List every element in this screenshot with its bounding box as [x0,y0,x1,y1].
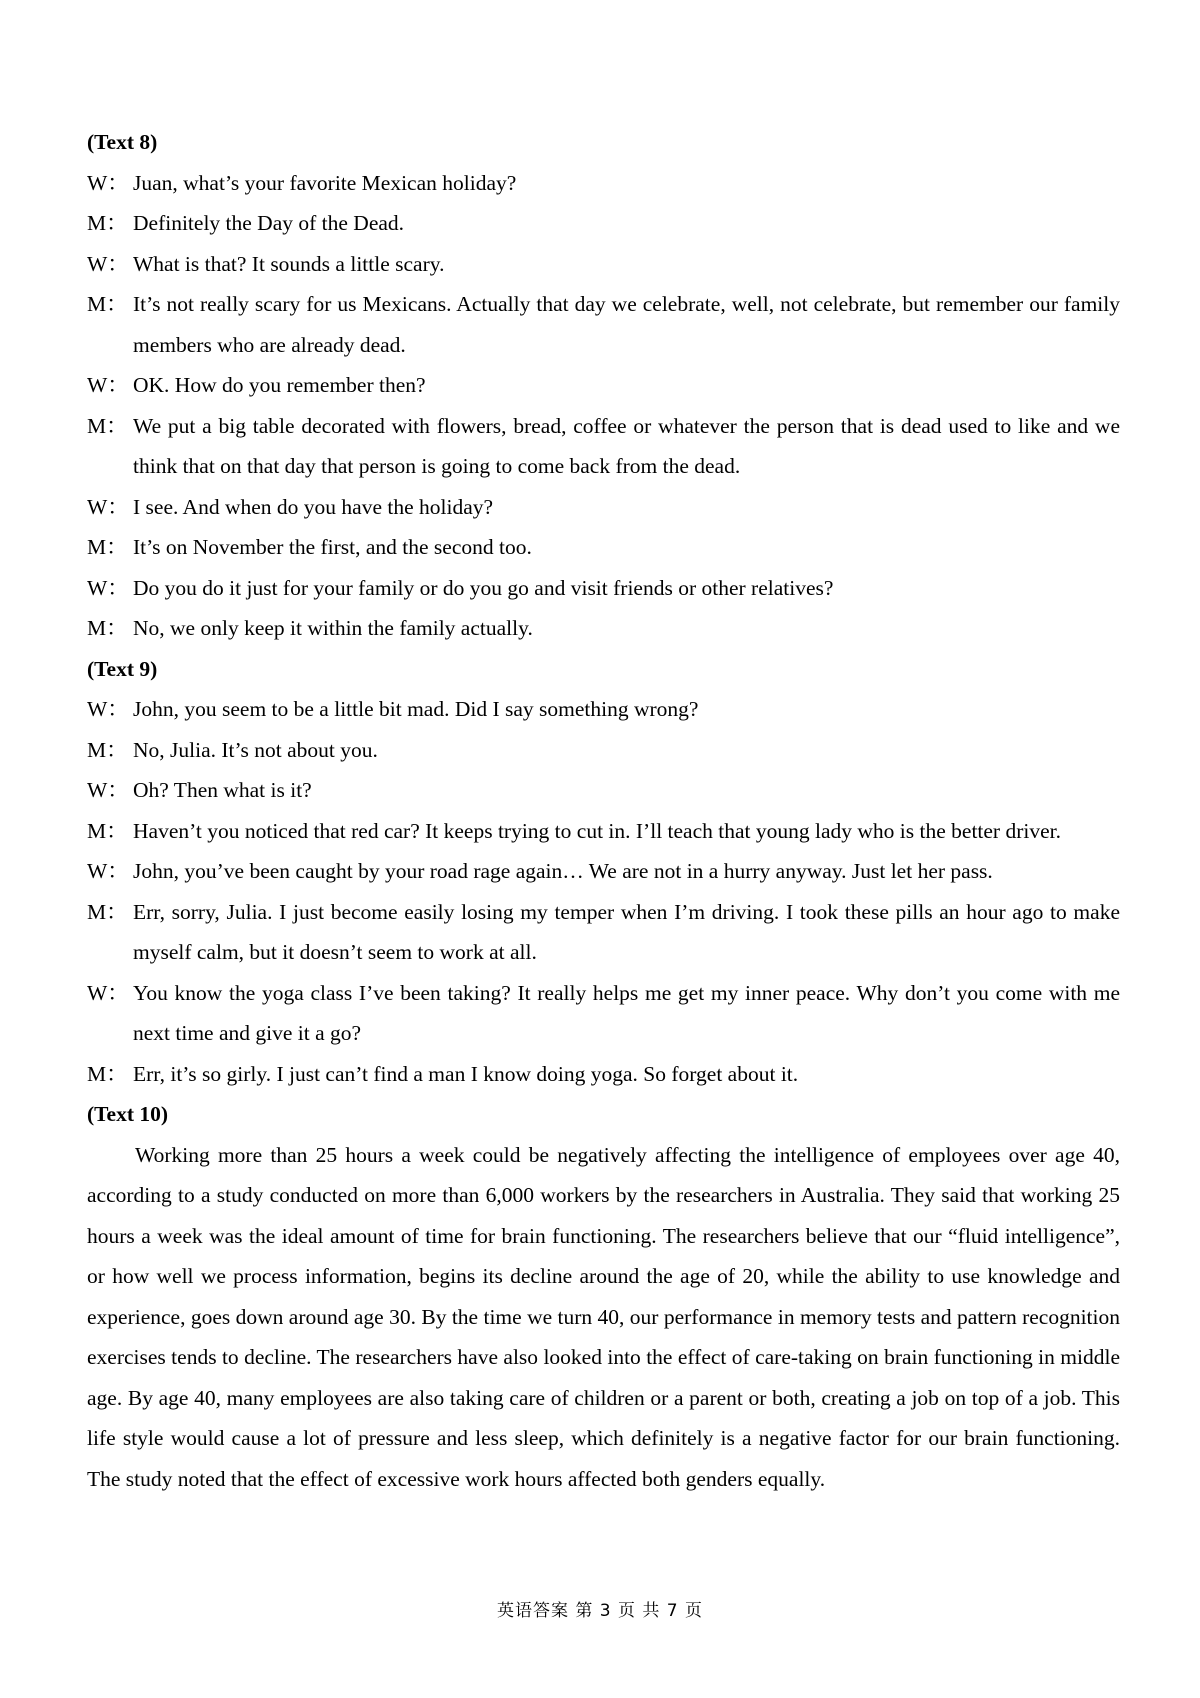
dialogue-line [87,1054,1120,1095]
dialogue-line [87,365,1120,406]
text10-section [87,1094,1120,1499]
speaker-label: W： [87,575,129,600]
dialogue-line [87,203,1120,244]
dialogue-line [87,892,1120,973]
dialogue-line [87,811,1120,852]
speech-text: It’s on November the first, and the second too. [133,535,532,559]
speaker-label: M： [87,535,128,559]
speaker-label: M： [87,616,128,640]
text10-title: (Text 10) [87,1102,169,1126]
dialogue-line [87,851,1120,892]
speech-text: Do you do it just for your family or do you go and visit friends or other relatives? [133,575,834,600]
text10-paragraph: Working more than 25 hours a week could be negatively affecting the intelligence of employees over age 40, according to a study conducted on more than 6,000 workers by the researchers in Australia. They said that working 25 hours a week was the ideal amount of time for brain functioning. The researchers believe that our “fluid intelligence”, or how well we process information, begins its decline around the age of 20, while the ability to use knowledge and experience, goes down around age 30. By the time we turn 40, our performance in memory tests and pattern recognition exercises tends to decline. The researchers have also looked into the effect of care-taking on brain functioning in middle age. By age 40, many employees are also taking care of children or a parent or both, creating a job on top of a job. This life style would cause a lot of pressure and less sleep, which definitely is a negative factor for our brain functioning. The study noted that the effect of excessive work hours affected both genders equally. [87,1142,1120,1491]
document-page [87,122,1120,1499]
speaker-label: W： [87,373,129,397]
page-footer: 英语答案 第 3 页 共 7 页 [496,1601,704,1621]
text9-section [87,649,1120,1095]
dialogue-line [87,244,1120,285]
speaker-label: M： [87,292,128,316]
speech-text: Err, it’s so girly. I just can’t find a man I know doing yoga. So forget about it. [133,1061,799,1086]
speech-text: John, you’ve been caught by your road rage again… We are not in a hurry anyway. Just let her pass. [133,859,993,883]
dialogue-line [87,406,1120,487]
speech-text: Definitely the Day of the Dead. [133,211,405,235]
speaker-label: W： [87,697,129,721]
dialogue-line [87,487,1120,528]
dialogue-line [87,730,1120,771]
dialogue-line [87,284,1120,365]
speaker-label: W： [87,778,129,802]
speech-text: I see. And when do you have the holiday? [133,494,494,519]
dialogue-line [87,770,1120,811]
speech-text: John, you seem to be a little bit mad. Did I say something wrong? [133,697,699,721]
dialogue-line [87,163,1120,204]
speech-text: Err, sorry, Julia. I just become easily losing my temper when I’m driving. I took these pills an hour ago to make myself calm, but it doesn’t seem to work at all. [133,899,1120,964]
dialogue-line [87,689,1120,730]
speaker-label: M： [87,413,128,438]
speaker-label: M： [87,899,128,924]
speaker-label: M： [87,211,128,235]
speaker-label: W： [87,170,129,195]
dialogue-line [87,608,1120,649]
speaker-label: W： [87,980,129,1005]
speech-text: Oh? Then what is it? [133,778,312,802]
speech-text: It’s not really scary for us Mexicans. Actually that day we celebrate, well, not celebrate, but remember our family members who are already dead. [133,292,1120,357]
speaker-label: M： [87,737,128,762]
speaker-label: W： [87,859,129,883]
speaker-label: M： [87,818,128,843]
dialogue-line [87,568,1120,609]
speech-text: Haven’t you noticed that red car? It keeps trying to cut in. I’ll teach that young lady who is the better driver. [133,818,1061,843]
speech-text: No, we only keep it within the family actually. [133,616,533,640]
speech-text: No, Julia. It’s not about you. [133,737,378,762]
text8-title: (Text 8) [87,130,158,154]
text9-title: (Text 9) [87,656,158,681]
speech-text: OK. How do you remember then? [133,373,426,397]
speech-text: Juan, what’s your favorite Mexican holiday? [133,170,517,195]
speech-text: You know the yoga class I’ve been taking? It really helps me get my inner peace. Why don’t you come with me next time and give it a go? [133,980,1120,1045]
speaker-label: W： [87,251,129,276]
text8-section [87,122,1120,649]
speaker-label: W： [87,494,129,519]
speaker-label: M： [87,1061,128,1086]
dialogue-line [87,527,1120,568]
speech-text: We put a big table decorated with flowers, bread, coffee or whatever the person that is dead used to like and we think that on that day that person is going to come back from the dead. [133,413,1120,478]
dialogue-line [87,973,1120,1054]
speech-text: What is that? It sounds a little scary. [133,251,445,276]
